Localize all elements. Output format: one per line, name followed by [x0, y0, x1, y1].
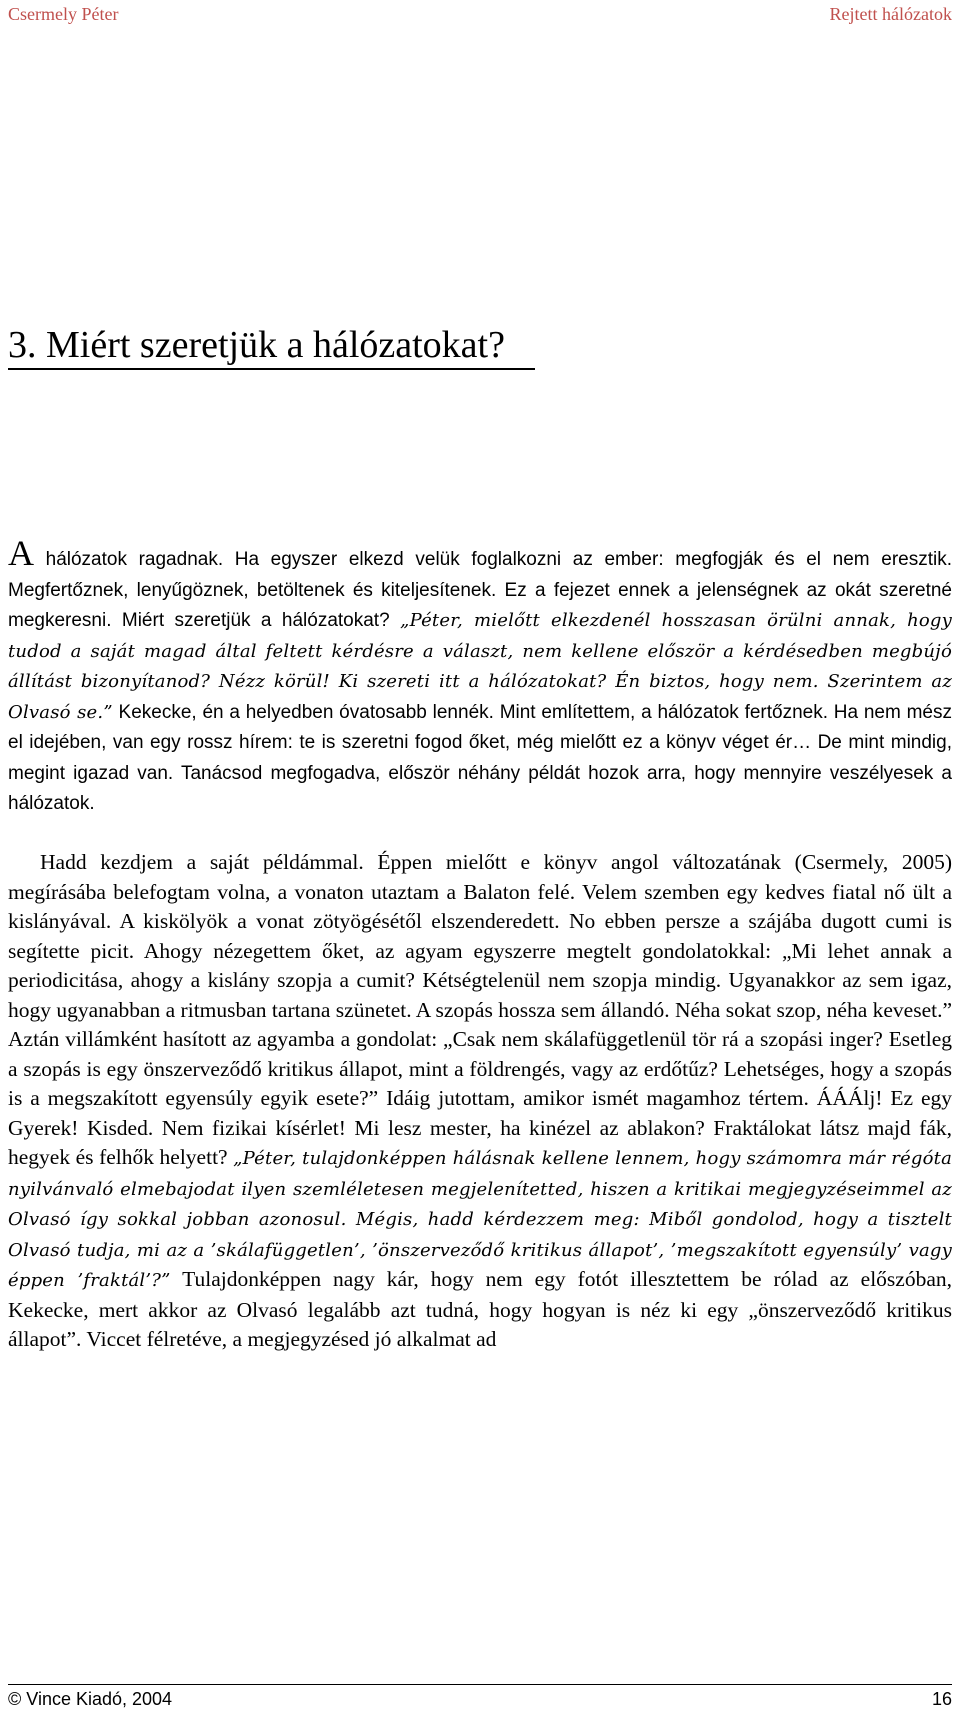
paragraph-2	[8, 848, 952, 1355]
footer-publisher: © Vince Kiadó, 2004	[8, 1689, 173, 1709]
reader-aside-1: „Péter, mielőtt elkezdenél hosszasan örülni annak, hogy tudod a saját magad által feltett kérdésre a választ, nem kellene először a kérdésedben megbújó állítást bizonyítanod? Nézz körül! Ki szereti itt a hálózatokat? Én biztos, hogy nem. Szerintem az Olvasó se.”	[8, 610, 952, 723]
paragraph-1	[8, 533, 952, 819]
paragraph-2-main: Hadd kezdjem a saját példámmal. Éppen mielőtt e könyv angol változatának (Csermely, 2005) megírásába belefogtam volna, a vonaton utaztam a Balaton felé. Velem szemben egy kedves fiatal nő ült a kislányával. A kiskölyök a vonat zötyögésétől elszenderedett. No ebben persze a szájába dugott cumi is segítette picit. Ahogy nézegettem őket, az agyam egyszerre megtelt gondolatokkal: „Mi lehet annak a periodicitása, ahogy a kislány szopja a cumit? Kétségtelenül nem szopja mindig. Ugyanakkor az sem igaz, hogy ugyanabban a ritmusban tartana szünetet. A szopás hossza sem állandó. Néha sokat szop, néha keveset.” Aztán villámként hasított az agyamba a gondolat: „Csak nem skálafüggetlenül tör rá a szopási inger? Esetleg a szopás is egy önszerveződő kritikus állapot, mint a földrengés, vagy az erdőtűz? Lehetséges, hogy a szopás is a megszakított egyensúly egyik esete?” Idáig jutottam, amikor ismét magamhoz tértem. ÁÁÁlj! Ez egy Gyerek! Kisded. Nem fizikai kísérlet! Mi lesz mester, ha kinézel az ablakon? Fraktálokat látsz majd fák, hegyek és felhők helyett?	[8, 850, 952, 1169]
reply-text: Kekecke, én a helyedben óvatosabb lennék. Mint említettem, a hálózatok fertőznek. Ha nem mész el idejében, van egy rossz hírem: te is szeretni fogod őket, még mielőtt ez a könyv véget ér… De mint mindig, megint igazad van. Tanácsod megfogadva, először néhány példát hozok arra, hogy mennyire veszélyesek a hálózatok.	[8, 701, 952, 814]
drop-cap: A	[8, 533, 34, 573]
body-text	[8, 533, 952, 1355]
page-footer	[8, 1684, 952, 1710]
chapter-title: 3. Miért szeretjük a hálózatokat?	[8, 322, 535, 370]
intro-text: hálózatok ragadnak. Ha egyszer elkezd velük foglalkozni az ember: megfogják és el nem eresztik. Megfertőznek, lenyűgöznek, betöltenek és kiteljesítenek. Ez a fejezet ennek a jelenségnek az okát szeretné megkeresni. Miért szeretjük a hálózatokat?	[8, 549, 952, 631]
running-header	[8, 0, 952, 32]
paragraph-2-tail: Tulajdonképpen nagy kár, hogy nem egy fotót illesztettem be rólad az előszóban, Kekecke, mert akkor az Olvasó legalább azt tudná, hogy hogyan is néz ki egy „önszerveződő kritikus állapot”. Viccet félretéve, a megjegyzésed jó alkalmat ad	[8, 1267, 952, 1351]
reader-aside-2: „Péter, tulajdonképpen hálásnak kellene lennem, hogy számomra már régóta nyilvánvaló elmebajodat ilyen szemléletesen megjelenítetted, hiszen a kritikai megjegyzéseimmel az Olvasó így sokkal jobban azonosul. Mégis, hadd kérdezzem meg: Miből gondolod, hogy a tisztelt Olvasó tudja, mi az a ’skálafüggetlen’, ’önszerveződő kritikus állapot’, ’megszakított egyensúly’ vagy éppen ’fraktál’?”	[8, 1148, 952, 1291]
page-number: 16	[931, 1689, 952, 1709]
header-author: Csermely Péter	[8, 4, 119, 24]
header-book-title: Rejtett hálózatok	[829, 4, 952, 24]
